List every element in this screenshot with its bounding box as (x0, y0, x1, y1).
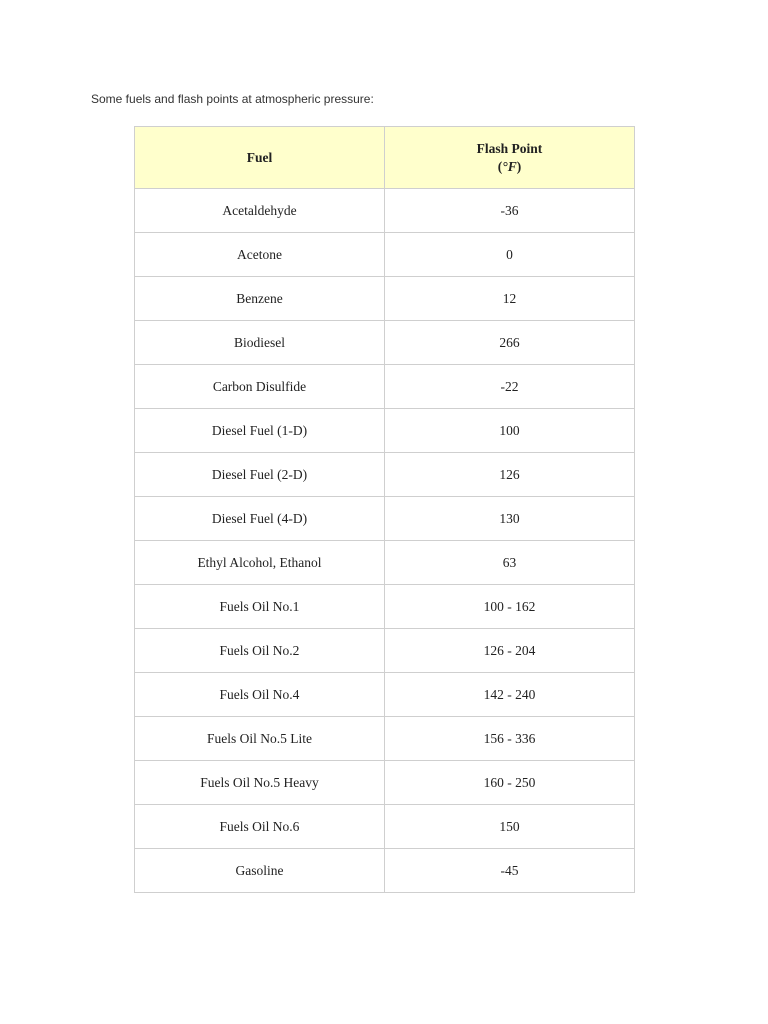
flash-point-table (134, 126, 635, 893)
flash-point-cell: -22 (385, 365, 635, 409)
flash-point-cell: 63 (385, 541, 635, 585)
flash-point-cell: -45 (385, 849, 635, 893)
table-row (135, 365, 635, 409)
fuel-cell: Biodiesel (135, 321, 385, 365)
table-row (135, 233, 635, 277)
flash-point-cell: 130 (385, 497, 635, 541)
table-row (135, 541, 635, 585)
fuel-cell: Benzene (135, 277, 385, 321)
unit-open-paren: ( (497, 158, 503, 174)
flash-point-cell: 156 - 336 (385, 717, 635, 761)
column-header-fuel-label: Fuel (246, 149, 273, 165)
table-row (135, 717, 635, 761)
fuel-cell: Fuels Oil No.1 (135, 585, 385, 629)
unit-close-paren: ) (516, 158, 522, 174)
table-row (135, 629, 635, 673)
fuel-cell: Fuels Oil No.2 (135, 629, 385, 673)
table-row (135, 673, 635, 717)
table-row (135, 409, 635, 453)
fuel-cell: Ethyl Alcohol, Ethanol (135, 541, 385, 585)
flash-point-cell: 100 (385, 409, 635, 453)
flash-point-cell: 266 (385, 321, 635, 365)
table-row (135, 321, 635, 365)
flash-point-cell: 0 (385, 233, 635, 277)
fuel-cell: Fuels Oil No.5 Heavy (135, 761, 385, 805)
table-row (135, 805, 635, 849)
table-row (135, 585, 635, 629)
fuel-cell: Acetone (135, 233, 385, 277)
fuel-cell: Fuels Oil No.5 Lite (135, 717, 385, 761)
table-row (135, 761, 635, 805)
table-row (135, 277, 635, 321)
table-header-row (135, 127, 635, 189)
table-row (135, 497, 635, 541)
column-header-flash-point (385, 127, 635, 189)
fuel-cell: Carbon Disulfide (135, 365, 385, 409)
fuel-cell: Fuels Oil No.6 (135, 805, 385, 849)
fuel-cell: Diesel Fuel (1-D) (135, 409, 385, 453)
flash-point-cell: 142 - 240 (385, 673, 635, 717)
flash-point-cell: 160 - 250 (385, 761, 635, 805)
column-header-flash-point-label: Flash Point (476, 140, 543, 156)
flash-point-cell: 150 (385, 805, 635, 849)
flash-point-cell: -36 (385, 189, 635, 233)
flash-point-cell: 12 (385, 277, 635, 321)
fuel-cell: Gasoline (135, 849, 385, 893)
flash-point-cell: 126 (385, 453, 635, 497)
table-row (135, 849, 635, 893)
fuel-cell: Diesel Fuel (4-D) (135, 497, 385, 541)
flash-point-cell: 126 - 204 (385, 629, 635, 673)
table-row (135, 189, 635, 233)
fuel-cell: Acetaldehyde (135, 189, 385, 233)
table-row (135, 453, 635, 497)
fuel-cell: Diesel Fuel (2-D) (135, 453, 385, 497)
fuel-cell: Fuels Oil No.4 (135, 673, 385, 717)
intro-text: Some fuels and flash points at atmospheric pressure: (91, 92, 374, 106)
column-header-fuel (135, 127, 385, 189)
flash-point-cell: 100 - 162 (385, 585, 635, 629)
unit-label: °F (502, 158, 517, 174)
table-body (135, 189, 635, 893)
